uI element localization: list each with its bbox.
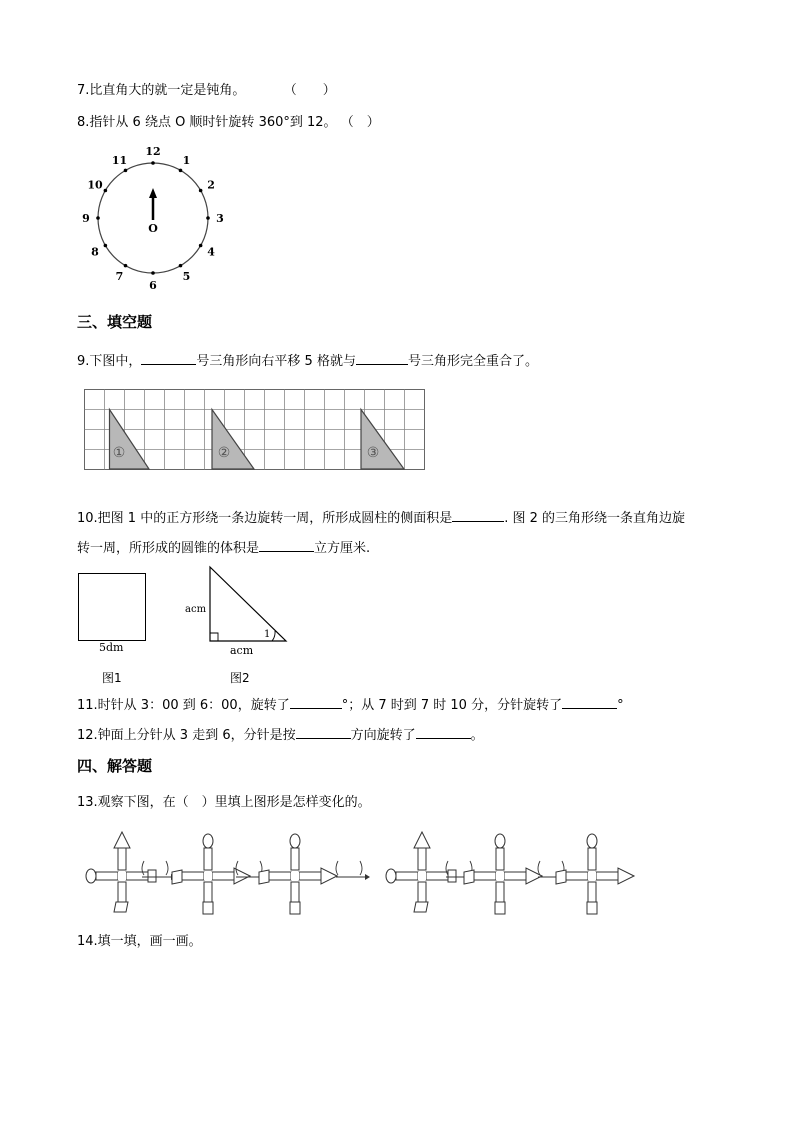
clock-number: 6 — [149, 279, 157, 292]
answer-blank[interactable] — [290, 695, 342, 709]
clock-tick-dot — [199, 244, 203, 248]
answer-paren[interactable]: （ ） — [340, 115, 380, 130]
clock-number: 10 — [87, 178, 103, 192]
clock-tick-dot — [151, 271, 155, 275]
clock-tick-dot — [206, 216, 210, 220]
answer-paren[interactable]: （ ） — [283, 83, 336, 98]
shape-1 — [86, 832, 156, 912]
question-7 — [77, 82, 336, 100]
question-9-part3: 号三角形完全重合了。 — [407, 354, 538, 369]
shape-4 — [386, 832, 456, 912]
shape-5 — [464, 834, 542, 914]
question-8-text: 8.指针从 6 绕点 O 顺时针旋转 360°到 12。 — [77, 115, 337, 130]
clock-tick-dot — [151, 161, 155, 165]
clock-number: 8 — [91, 245, 99, 259]
clock-tick-dot — [124, 264, 128, 268]
triangle-label-1: ① — [112, 445, 126, 461]
angle-label: 1 — [264, 629, 271, 640]
figure-2-triangle — [180, 565, 295, 645]
clock-number: 9 — [82, 212, 90, 225]
center-label: O — [148, 222, 158, 235]
clock-number: 2 — [207, 178, 215, 192]
clock-hand-arrow — [149, 188, 157, 198]
shape-3 — [259, 834, 337, 914]
triangle-grid — [84, 389, 426, 471]
clock-number: 12 — [145, 145, 161, 158]
angle-arc — [272, 631, 275, 641]
triangle-label-3: ③ — [366, 445, 380, 461]
clock-tick-dot — [179, 169, 183, 173]
question-7-text: 7.比直角大的就一定是钝角。 — [77, 83, 246, 98]
answer-blank[interactable] — [562, 695, 617, 709]
question-9-part2: 号三角形向右平移 5 格就与 — [196, 354, 356, 369]
question-10-line-2 — [77, 538, 370, 558]
question-11-part1: 11.时针从 3：00 到 6：00，旋转了 — [77, 698, 290, 713]
figure-2-caption: 图2 — [230, 671, 250, 685]
question-10-text-c: 转一周，所形成的圆锥的体积是 — [77, 541, 260, 556]
question-12-part1: 12.钟面上分针从 3 走到 6，分针是按 — [77, 728, 296, 743]
answer-blank[interactable] — [452, 508, 504, 522]
question-9 — [77, 351, 538, 371]
clock-tick-dot — [96, 216, 100, 220]
figure-1-square — [78, 573, 146, 641]
answer-blank[interactable] — [259, 538, 314, 552]
shape-6 — [556, 834, 634, 914]
clock-number: 3 — [216, 212, 224, 225]
clock-tick-dot — [124, 169, 128, 173]
question-14: 14.填一填，画一画。 — [77, 934, 202, 949]
question-11-part3: ° — [617, 698, 624, 713]
clock-number: 11 — [111, 153, 128, 167]
clock-number: 4 — [207, 245, 215, 259]
answer-blank[interactable] — [356, 351, 408, 365]
question-10-text-b: . 图 2 的三角形绕一条直角边旋 — [504, 511, 686, 526]
question-10-text-a: 10.把图 1 中的正方形绕一条边旋转一周，所形成圆柱的侧面积是 — [77, 511, 453, 526]
figure-2-base-label: acm — [230, 644, 254, 657]
question-10-text-d: 立方厘米. — [314, 541, 371, 556]
clock-tick-dot — [179, 264, 183, 268]
clock-tick-dot — [104, 189, 108, 193]
section-3-title: 三、填空题 — [77, 313, 153, 331]
right-angle-mark — [210, 633, 218, 641]
question-12-part3: 。 — [470, 728, 484, 743]
question-8 — [77, 114, 380, 132]
right-triangle — [210, 567, 286, 641]
clock-number: 1 — [182, 153, 191, 167]
answer-blank[interactable] — [296, 725, 351, 739]
question-11-part2: °；从 7 时到 7 时 10 分，分针旋转了 — [341, 698, 563, 713]
side-label: acm — [185, 604, 207, 615]
question-12 — [77, 725, 484, 745]
triangle-label-2: ② — [217, 445, 231, 461]
clock-tick-dot — [104, 244, 108, 248]
change-blank-3[interactable] — [336, 861, 370, 880]
clock-tick-dot — [199, 189, 203, 193]
question-10-line-1 — [77, 508, 685, 528]
clock-number: 7 — [115, 270, 124, 284]
transformation-sequence — [80, 826, 640, 916]
answer-blank[interactable] — [141, 351, 196, 365]
clock-figure — [82, 145, 225, 292]
figure-1-dim-label: 5dm — [99, 641, 124, 654]
question-13: 13.观察下图，在（ ）里填上图形是怎样变化的。 — [77, 795, 371, 810]
section-4-title: 四、解答题 — [77, 757, 153, 775]
question-11 — [77, 695, 624, 715]
question-9-part1: 9.下图中， — [77, 354, 142, 369]
answer-blank[interactable] — [416, 725, 471, 739]
shape-2 — [172, 834, 250, 914]
question-12-part2: 方向旋转了 — [350, 728, 416, 743]
figure-1-caption: 图1 — [102, 671, 122, 685]
change-blank-1[interactable] — [142, 861, 176, 880]
clock-number: 5 — [182, 270, 191, 284]
